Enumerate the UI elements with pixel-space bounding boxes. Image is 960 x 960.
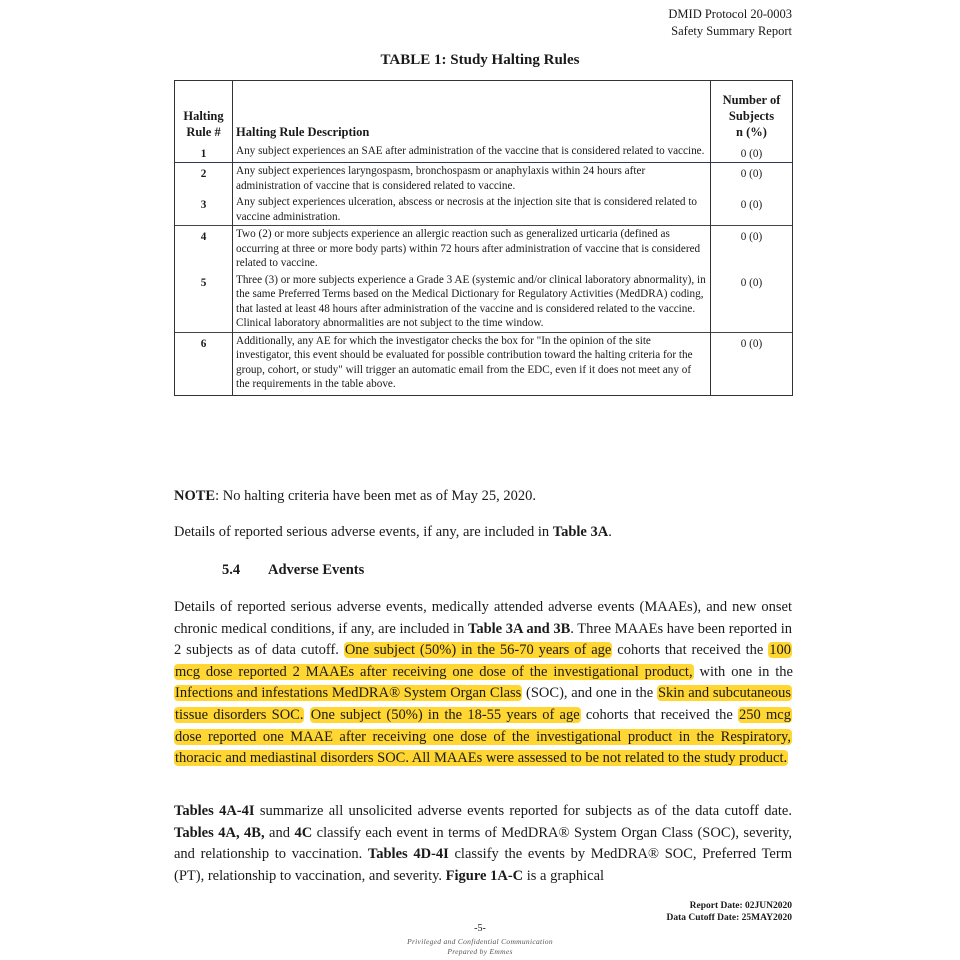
- highlight: One subject (50%) in the 56-70 years of age: [344, 642, 612, 659]
- report-dates: [666, 900, 792, 924]
- note-paragraph: NOTE: No halting criteria have been met as of May 25, 2020.: [174, 488, 537, 504]
- rule-number: 5: [175, 272, 233, 333]
- table-row: [175, 272, 793, 333]
- confidentiality-notice: Privileged and Confidential Communication Prepared by Emmes: [407, 937, 553, 956]
- section-heading: [222, 562, 364, 579]
- rule-number: 1: [175, 143, 233, 163]
- table-row: [175, 194, 793, 226]
- table-header-row: [175, 81, 793, 143]
- section-number: 5.4: [222, 562, 241, 578]
- rule-number: 3: [175, 194, 233, 226]
- subject-count: 0 (0): [711, 143, 793, 163]
- highlight: Infections and infestations MedDRA® System Organ Class: [175, 685, 522, 702]
- cutoff-date: Data Cutoff Date: 25MAY2020: [666, 913, 792, 923]
- rule-description: Any subject experiences laryngospasm, bronchospasm or anaphylaxis within 24 hours after administration of vaccine that is considered related to vaccine.: [233, 163, 711, 195]
- col-header-subjects: Number of Subjects n (%): [711, 81, 793, 143]
- details-paragraph: Details of reported serious adverse events, if any, are included in Table 3A.: [174, 524, 612, 540]
- document-header: [668, 6, 792, 40]
- highlight: 100 mcg dose reported 2 MAAEs after receiving one dose of the investigational product,: [175, 642, 791, 680]
- highlight: One subject (50%) in the 18-55 years of age: [310, 706, 580, 723]
- tables-summary-paragraph: Tables 4A-4I summarize all unsolicited adverse events reported for subjects as of the data cutoff date. Tables 4A, 4B, and 4C classify each event in terms of MedDRA® System Organ Class (SOC), severity, and relationship to vaccination. Tables 4D-4I classify the events by MedDRA® SOC, Preferred Term (PT), relationship to vaccination, and severity. Figure 1A-C is a graphical: [174, 803, 793, 884]
- table-row: [175, 163, 793, 195]
- subject-count: 0 (0): [711, 272, 793, 333]
- highlight: 250 mcg dose reported one MAAE after receiving one dose of the investigational product in the Respiratory, thoracic and mediastinal disorders SOC. All MAAEs were assessed to be not related to the study product.: [175, 706, 791, 767]
- col-header-rule-number: Halting Rule #: [175, 81, 233, 143]
- col-header-description: Halting Rule Description: [233, 81, 711, 143]
- subject-count: 0 (0): [711, 194, 793, 226]
- adverse-events-paragraph: Details of reported serious adverse events, medically attended adverse events (MAAEs), and new onset chronic medical conditions, if any, are included in Table 3A and 3B. Three MAAEs have been reported in 2 subjects as of data cutoff. One subject (50%) in the 56-70 years of age cohorts that received the 100 mcg dose reported 2 MAAEs after receiving one dose of the investigational product, with one in the Infections and infestations MedDRA® System Organ Class (SOC), and one in the Skin and subcutaneous tissue disorders SOC. One subject (50%) in the 18-55 years of age cohorts that received the 250 mcg dose reported one MAAE after receiving one dose of the investigational product in the Respiratory, thoracic and mediastinal disorders SOC. All MAAEs were assessed to be not related to the study product.: [174, 599, 793, 767]
- table-row: [175, 332, 793, 395]
- halting-rules-table: [174, 80, 793, 396]
- rule-description: Two (2) or more subjects experience an allergic reaction such as generalized urticaria (defined as occurring at three or more body parts) within 72 hours after administration of vaccine that is considered related to vaccine.: [233, 226, 711, 272]
- table-row: [175, 143, 793, 163]
- highlight: Skin and subcutaneous tissue disorders SOC.: [175, 685, 792, 723]
- page-number: -5-: [474, 923, 486, 934]
- section-title: Adverse Events: [268, 562, 365, 578]
- table-title: TABLE 1: Study Halting Rules: [380, 52, 580, 68]
- rule-description: Any subject experiences an SAE after administration of the vaccine that is considered related to vaccine.: [233, 143, 711, 163]
- rule-description: Additionally, any AE for which the investigator checks the box for "In the opinion of the site investigator, this event should be evaluated for possible contribution toward the halting criteria for the group, cohort, or study" will trigger an automatic email from the EDC, even if it does not meet any of the requirements in the table above.: [233, 332, 711, 395]
- rule-number: 2: [175, 163, 233, 195]
- rule-number: 4: [175, 226, 233, 272]
- subject-count: 0 (0): [711, 226, 793, 272]
- rule-description: Any subject experiences ulceration, abscess or necrosis at the injection site that is considered related to vaccine administration.: [233, 194, 711, 226]
- table-row: [175, 226, 793, 272]
- report-name: Safety Summary Report: [671, 24, 792, 38]
- rule-number: 6: [175, 332, 233, 395]
- subject-count: 0 (0): [711, 332, 793, 395]
- protocol-id: DMID Protocol 20-0003: [668, 7, 792, 21]
- report-date: Report Date: 02JUN2020: [689, 901, 792, 911]
- rule-description: Three (3) or more subjects experience a Grade 3 AE (systemic and/or clinical laboratory abnormality), in the same Preferred Terms based on the Medical Dictionary for Regulatory Activities (MedDRA) coding, that lasted at least 48 hours after administration of the vaccine and is considered related to the vaccine. Clinical laboratory abnormalities are not subject to the time window.: [233, 272, 711, 333]
- subject-count: 0 (0): [711, 163, 793, 195]
